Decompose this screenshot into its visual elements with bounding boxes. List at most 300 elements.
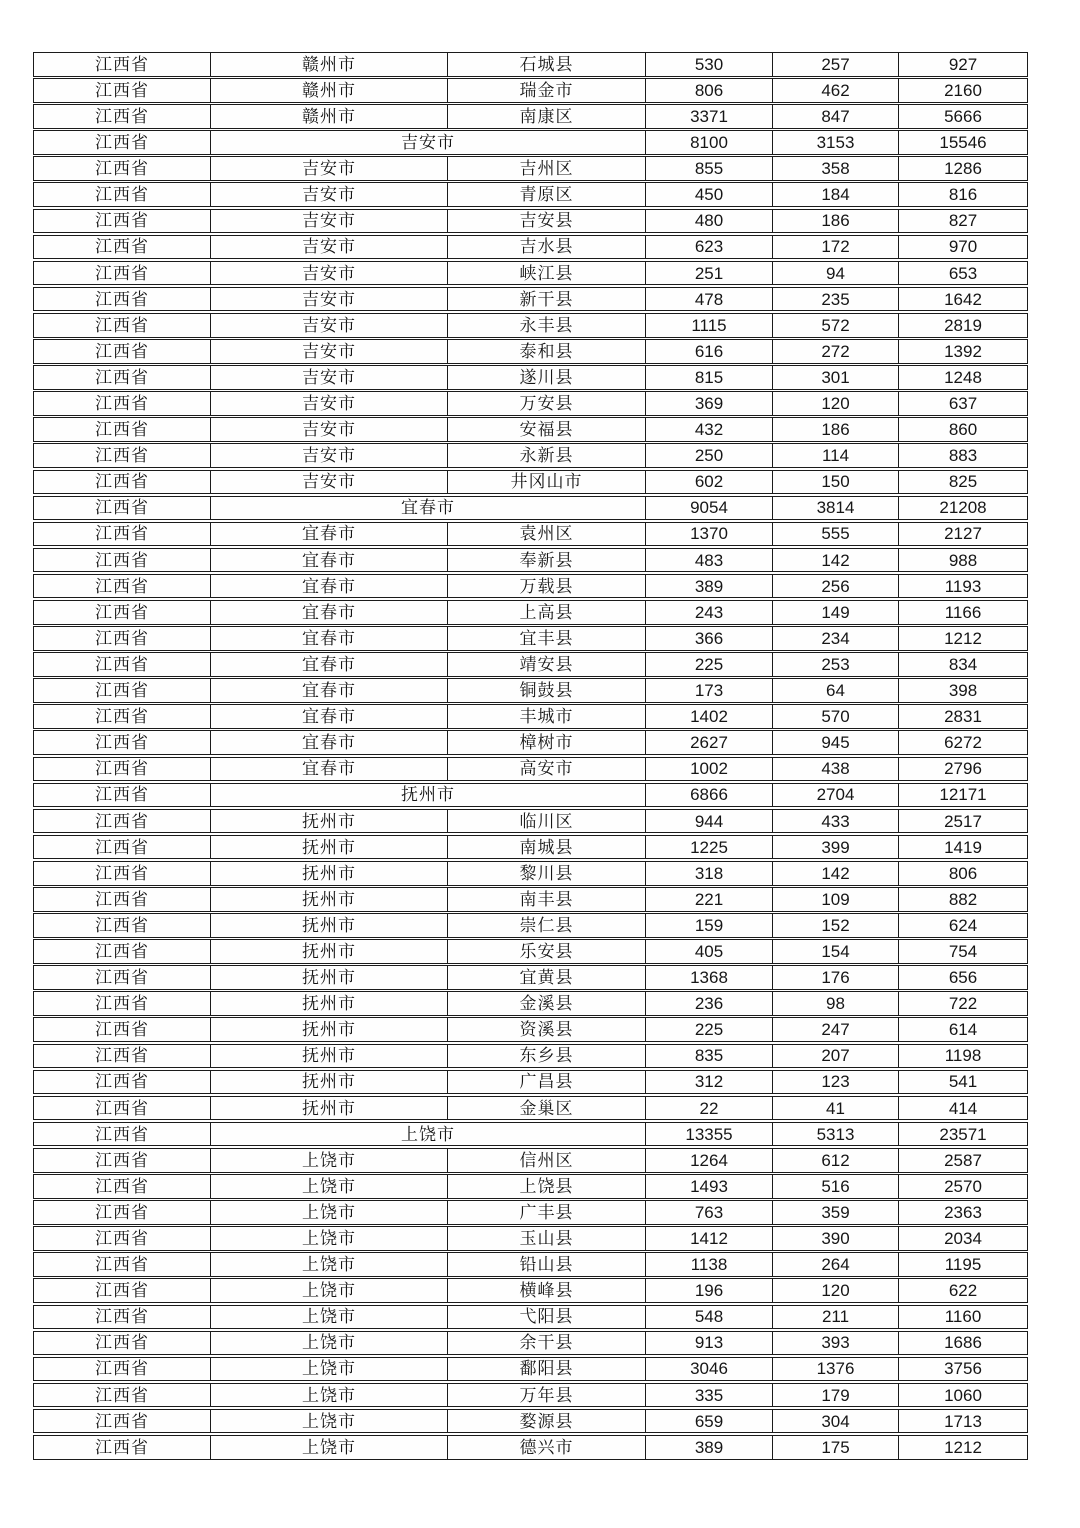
cell-province: 江西省 <box>34 105 211 128</box>
cell-city: 宜春市 <box>211 575 448 598</box>
cell-province: 江西省 <box>34 653 211 676</box>
cell-county: 信州区 <box>448 1149 646 1172</box>
cell-county: 樟树市 <box>448 731 646 754</box>
cell-value-2: 142 <box>773 862 899 885</box>
cell-province: 江西省 <box>34 183 211 206</box>
cell-province: 江西省 <box>34 914 211 937</box>
county-row <box>33 965 1028 990</box>
cell-county: 丰城市 <box>448 705 646 728</box>
cell-value-2: 3153 <box>773 131 899 154</box>
cell-city: 上饶市 <box>211 1279 448 1302</box>
cell-province: 江西省 <box>34 288 211 311</box>
county-row <box>33 287 1028 312</box>
cell-value-2: 152 <box>773 914 899 937</box>
cell-county: 金巢区 <box>448 1097 646 1120</box>
cell-county: 石城县 <box>448 53 646 76</box>
cell-city: 吉安市 <box>211 392 448 415</box>
cell-value-3: 23571 <box>939 1124 987 1144</box>
cell-city: 抚州市 <box>211 1045 448 1068</box>
cell-value-1: 3371 <box>646 105 773 128</box>
cell-value-3: 1060 <box>944 1385 982 1405</box>
cell-city: 宜春市 <box>211 653 448 676</box>
cell-city: 宜春市 <box>211 705 448 728</box>
cell-province: 江西省 <box>34 731 211 754</box>
county-row <box>33 209 1028 234</box>
cell-county: 峡江县 <box>448 262 646 285</box>
cell-county: 永丰县 <box>448 314 646 337</box>
cell-value-2: 176 <box>773 966 899 989</box>
cell-value-2: 175 <box>773 1436 899 1459</box>
cell-value-3: 988 <box>948 550 978 570</box>
cell-value-1: 173 <box>646 679 773 702</box>
cell-value-1: 1002 <box>646 758 773 781</box>
cell-province: 江西省 <box>34 444 211 467</box>
cell-value-1: 480 <box>646 210 773 233</box>
cell-value-2: 393 <box>773 1332 899 1355</box>
cell-city: 吉安市 <box>211 444 448 467</box>
cell-county: 新干县 <box>448 288 646 311</box>
cell-province: 江西省 <box>34 679 211 702</box>
cell-value-3: 1286 <box>944 159 982 179</box>
county-row <box>33 1357 1028 1382</box>
cell-value-2: 98 <box>773 992 899 1015</box>
cell-value-2: 572 <box>773 314 899 337</box>
cell-county: 东乡县 <box>448 1045 646 1068</box>
city-subtotal-row <box>33 130 1028 155</box>
cell-value-1: 623 <box>646 236 773 259</box>
cell-value-3: 825 <box>948 472 978 492</box>
cell-value-3: 21208 <box>939 498 987 518</box>
cell-county: 吉安县 <box>448 210 646 233</box>
cell-value-1: 602 <box>646 471 773 494</box>
cell-value-3: 722 <box>948 994 978 1014</box>
cell-province: 江西省 <box>34 53 211 76</box>
county-row <box>33 626 1028 651</box>
cell-value-2: 109 <box>773 888 899 911</box>
cell-value-2: 516 <box>773 1175 899 1198</box>
cell-value-1: 236 <box>646 992 773 1015</box>
cell-province: 江西省 <box>34 1332 211 1355</box>
county-row <box>33 548 1028 573</box>
cell-city: 抚州市 <box>211 1071 448 1094</box>
cell-province: 江西省 <box>34 1149 211 1172</box>
cell-city: 吉安市 <box>211 236 448 259</box>
cell-value-2: 1376 <box>773 1358 899 1381</box>
cell-value-2: 570 <box>773 705 899 728</box>
cell-value-3: 656 <box>948 968 978 988</box>
county-row <box>33 861 1028 886</box>
cell-city: 赣州市 <box>211 79 448 102</box>
cell-province: 江西省 <box>34 862 211 885</box>
cell-city: 宜春市 <box>211 731 448 754</box>
cell-value-2: 142 <box>773 549 899 572</box>
county-row <box>33 522 1028 547</box>
cell-value-3: 1198 <box>944 1046 982 1066</box>
cell-city: 上饶市 <box>211 1149 448 1172</box>
cell-province: 江西省 <box>34 601 211 624</box>
county-row <box>33 313 1028 338</box>
cell-city-merged: 吉安市 <box>211 131 646 154</box>
cell-value-2: 945 <box>773 731 899 754</box>
cell-value-2: 399 <box>773 836 899 859</box>
cell-value-1: 312 <box>646 1071 773 1094</box>
cell-value-1: 1225 <box>646 836 773 859</box>
cell-value-3: 1212 <box>944 628 982 648</box>
cell-value-2: 612 <box>773 1149 899 1172</box>
cell-value-3: 883 <box>948 446 978 466</box>
cell-county: 广丰县 <box>448 1201 646 1224</box>
cell-value-1: 835 <box>646 1045 773 1068</box>
county-row <box>33 1044 1028 1069</box>
cell-value-3: 2127 <box>944 524 982 544</box>
county-row <box>33 1383 1028 1408</box>
cell-province: 江西省 <box>34 1436 211 1459</box>
cell-value-2: 462 <box>773 79 899 102</box>
cell-value-3: 2517 <box>944 811 982 831</box>
county-row <box>33 391 1028 416</box>
cell-city: 吉安市 <box>211 210 448 233</box>
cell-county: 宜丰县 <box>448 627 646 650</box>
cell-province: 江西省 <box>34 392 211 415</box>
cell-city: 赣州市 <box>211 105 448 128</box>
cell-city: 宜春市 <box>211 758 448 781</box>
cell-county: 遂川县 <box>448 366 646 389</box>
cell-city: 抚州市 <box>211 966 448 989</box>
cell-value-2: 186 <box>773 418 899 441</box>
cell-value-1: 450 <box>646 183 773 206</box>
cell-value-3: 2363 <box>944 1202 982 1222</box>
cell-value-1: 405 <box>646 940 773 963</box>
cell-value-2: 438 <box>773 758 899 781</box>
cell-city: 上饶市 <box>211 1306 448 1329</box>
cell-value-1: 335 <box>646 1384 773 1407</box>
cell-value-1: 659 <box>646 1410 773 1433</box>
cell-value-2: 172 <box>773 236 899 259</box>
cell-value-2: 235 <box>773 288 899 311</box>
cell-county: 青原区 <box>448 183 646 206</box>
cell-value-3: 398 <box>948 681 978 701</box>
cell-value-2: 358 <box>773 157 899 180</box>
cell-province: 江西省 <box>34 1175 211 1198</box>
cell-value-2: 359 <box>773 1201 899 1224</box>
cell-city: 上饶市 <box>211 1332 448 1355</box>
cell-value-1: 159 <box>646 914 773 937</box>
cell-value-2: 149 <box>773 601 899 624</box>
cell-city: 宜春市 <box>211 523 448 546</box>
cell-province: 江西省 <box>34 888 211 911</box>
cell-city: 吉安市 <box>211 157 448 180</box>
cell-value-3: 653 <box>948 263 978 283</box>
cell-value-1: 389 <box>646 1436 773 1459</box>
cell-province: 江西省 <box>34 1018 211 1041</box>
cell-value-1: 1402 <box>646 705 773 728</box>
cell-value-3: 816 <box>948 185 978 205</box>
cell-value-3: 927 <box>948 54 978 74</box>
cell-value-2: 272 <box>773 340 899 363</box>
county-row <box>33 1148 1028 1173</box>
cell-value-3: 1248 <box>944 367 982 387</box>
county-row <box>33 52 1028 77</box>
cell-value-2: 179 <box>773 1384 899 1407</box>
cell-value-3: 2570 <box>944 1176 982 1196</box>
cell-city: 赣州市 <box>211 53 448 76</box>
cell-value-1: 196 <box>646 1279 773 1302</box>
cell-value-1: 1264 <box>646 1149 773 1172</box>
cell-county: 万载县 <box>448 575 646 598</box>
county-row <box>33 1017 1028 1042</box>
cell-value-2: 154 <box>773 940 899 963</box>
cell-value-2: 301 <box>773 366 899 389</box>
cell-value-2: 2704 <box>773 784 899 807</box>
cell-city: 吉安市 <box>211 262 448 285</box>
cell-province: 江西省 <box>34 1279 211 1302</box>
province-city-county-statistics-table <box>33 52 1028 1461</box>
cell-county: 鄱阳县 <box>448 1358 646 1381</box>
county-row <box>33 887 1028 912</box>
county-row <box>33 261 1028 286</box>
cell-city: 上饶市 <box>211 1436 448 1459</box>
cell-value-2: 150 <box>773 471 899 494</box>
cell-city: 宜春市 <box>211 549 448 572</box>
county-row <box>33 1278 1028 1303</box>
cell-value-3: 2819 <box>944 315 982 335</box>
cell-value-3: 1642 <box>944 289 982 309</box>
cell-value-1: 250 <box>646 444 773 467</box>
cell-value-3: 2831 <box>944 707 982 727</box>
county-row <box>33 704 1028 729</box>
county-row <box>33 1331 1028 1356</box>
cell-value-2: 207 <box>773 1045 899 1068</box>
county-row <box>33 730 1028 755</box>
cell-province: 江西省 <box>34 366 211 389</box>
cell-city: 抚州市 <box>211 888 448 911</box>
county-row <box>33 991 1028 1016</box>
cell-county: 铅山县 <box>448 1253 646 1276</box>
cell-city: 上饶市 <box>211 1410 448 1433</box>
cell-city: 吉安市 <box>211 288 448 311</box>
cell-value-2: 186 <box>773 210 899 233</box>
cell-value-1: 3046 <box>646 1358 773 1381</box>
cell-value-3: 882 <box>948 889 978 909</box>
cell-value-3: 2034 <box>944 1229 982 1249</box>
cell-province: 江西省 <box>34 940 211 963</box>
cell-value-2: 304 <box>773 1410 899 1433</box>
cell-value-1: 548 <box>646 1306 773 1329</box>
cell-value-1: 22 <box>646 1097 773 1120</box>
cell-province: 江西省 <box>34 705 211 728</box>
cell-value-2: 234 <box>773 627 899 650</box>
cell-value-3: 860 <box>948 420 978 440</box>
county-row <box>33 757 1028 782</box>
cell-province: 江西省 <box>34 471 211 494</box>
cell-city: 上饶市 <box>211 1253 448 1276</box>
cell-county: 南城县 <box>448 836 646 859</box>
cell-value-1: 763 <box>646 1201 773 1224</box>
cell-value-1: 944 <box>646 810 773 833</box>
county-row <box>33 182 1028 207</box>
cell-value-3: 1686 <box>944 1333 982 1353</box>
cell-value-3: 3756 <box>944 1359 982 1379</box>
cell-city: 宜春市 <box>211 601 448 624</box>
cell-value-2: 120 <box>773 1279 899 1302</box>
cell-county: 上饶县 <box>448 1175 646 1198</box>
cell-county: 金溪县 <box>448 992 646 1015</box>
cell-province: 江西省 <box>34 210 211 233</box>
county-row <box>33 156 1028 181</box>
cell-value-3: 624 <box>948 915 978 935</box>
city-subtotal-row <box>33 783 1028 808</box>
cell-value-1: 369 <box>646 392 773 415</box>
cell-value-3: 1160 <box>944 1307 982 1327</box>
cell-value-3: 12171 <box>939 785 987 805</box>
cell-county: 婺源县 <box>448 1410 646 1433</box>
cell-province: 江西省 <box>34 1410 211 1433</box>
cell-county: 乐安县 <box>448 940 646 963</box>
cell-city: 宜春市 <box>211 679 448 702</box>
cell-city-merged: 上饶市 <box>211 1123 646 1146</box>
cell-province: 江西省 <box>34 523 211 546</box>
cell-province: 江西省 <box>34 340 211 363</box>
cell-county: 上高县 <box>448 601 646 624</box>
cell-province: 江西省 <box>34 1123 211 1146</box>
county-row <box>33 1435 1028 1460</box>
cell-city: 吉安市 <box>211 366 448 389</box>
cell-value-1: 1115 <box>646 314 773 337</box>
cell-province: 江西省 <box>34 1071 211 1094</box>
cell-value-1: 13355 <box>646 1123 773 1146</box>
county-row <box>33 600 1028 625</box>
cell-value-3: 1713 <box>944 1411 982 1431</box>
cell-province: 江西省 <box>34 992 211 1015</box>
cell-province: 江西省 <box>34 1358 211 1381</box>
cell-value-3: 1392 <box>944 341 982 361</box>
cell-province: 江西省 <box>34 497 211 520</box>
county-row <box>33 78 1028 103</box>
cell-value-3: 614 <box>948 1020 978 1040</box>
cell-city: 抚州市 <box>211 914 448 937</box>
cell-county: 吉州区 <box>448 157 646 180</box>
cell-county: 玉山县 <box>448 1227 646 1250</box>
cell-province: 江西省 <box>34 575 211 598</box>
cell-province: 江西省 <box>34 1045 211 1068</box>
cell-province: 江西省 <box>34 236 211 259</box>
county-row <box>33 652 1028 677</box>
cell-value-1: 366 <box>646 627 773 650</box>
cell-province: 江西省 <box>34 1306 211 1329</box>
cell-value-2: 257 <box>773 53 899 76</box>
county-row <box>33 1096 1028 1121</box>
cell-value-1: 1138 <box>646 1253 773 1276</box>
cell-value-3: 2160 <box>944 80 982 100</box>
cell-province: 江西省 <box>34 1097 211 1120</box>
cell-city: 上饶市 <box>211 1384 448 1407</box>
cell-city: 吉安市 <box>211 471 448 494</box>
cell-county: 瑞金市 <box>448 79 646 102</box>
cell-county: 奉新县 <box>448 549 646 572</box>
cell-value-3: 622 <box>948 1281 978 1301</box>
cell-value-1: 243 <box>646 601 773 624</box>
county-row <box>33 913 1028 938</box>
cell-value-1: 1493 <box>646 1175 773 1198</box>
cell-county: 泰和县 <box>448 340 646 363</box>
cell-province: 江西省 <box>34 1253 211 1276</box>
cell-value-3: 2587 <box>944 1150 982 1170</box>
cell-city: 吉安市 <box>211 418 448 441</box>
cell-province: 江西省 <box>34 314 211 337</box>
cell-value-3: 1195 <box>944 1255 982 1275</box>
cell-value-1: 6866 <box>646 784 773 807</box>
cell-value-3: 806 <box>948 863 978 883</box>
cell-province: 江西省 <box>34 758 211 781</box>
cell-city: 抚州市 <box>211 1097 448 1120</box>
cell-city: 吉安市 <box>211 314 448 337</box>
cell-province: 江西省 <box>34 784 211 807</box>
cell-county: 宜黄县 <box>448 966 646 989</box>
cell-value-3: 1419 <box>944 837 982 857</box>
cell-city: 抚州市 <box>211 862 448 885</box>
cell-province: 江西省 <box>34 1227 211 1250</box>
city-subtotal-row <box>33 496 1028 521</box>
cell-county: 弋阳县 <box>448 1306 646 1329</box>
cell-value-3: 827 <box>948 211 978 231</box>
cell-value-1: 530 <box>646 53 773 76</box>
cell-city: 抚州市 <box>211 1018 448 1041</box>
county-row <box>33 1305 1028 1330</box>
cell-city: 吉安市 <box>211 183 448 206</box>
cell-value-2: 114 <box>773 444 899 467</box>
cell-value-2: 120 <box>773 392 899 415</box>
cell-province: 江西省 <box>34 1201 211 1224</box>
cell-value-3: 754 <box>948 941 978 961</box>
cell-value-1: 2627 <box>646 731 773 754</box>
city-subtotal-row <box>33 1122 1028 1147</box>
cell-value-1: 483 <box>646 549 773 572</box>
county-row <box>33 678 1028 703</box>
cell-city: 上饶市 <box>211 1175 448 1198</box>
cell-value-2: 94 <box>773 262 899 285</box>
cell-value-3: 1193 <box>944 576 982 596</box>
cell-city: 上饶市 <box>211 1201 448 1224</box>
cell-city-merged: 抚州市 <box>211 784 646 807</box>
cell-province: 江西省 <box>34 79 211 102</box>
cell-value-2: 390 <box>773 1227 899 1250</box>
cell-county: 崇仁县 <box>448 914 646 937</box>
cell-county: 永新县 <box>448 444 646 467</box>
cell-value-3: 5666 <box>944 106 982 126</box>
county-row <box>33 835 1028 860</box>
cell-value-1: 616 <box>646 340 773 363</box>
cell-county: 吉水县 <box>448 236 646 259</box>
cell-city-merged: 宜春市 <box>211 497 646 520</box>
cell-value-3: 1166 <box>944 602 982 622</box>
cell-value-1: 913 <box>646 1332 773 1355</box>
cell-county: 万年县 <box>448 1384 646 1407</box>
cell-value-1: 251 <box>646 262 773 285</box>
cell-city: 上饶市 <box>211 1358 448 1381</box>
cell-value-2: 64 <box>773 679 899 702</box>
cell-city: 抚州市 <box>211 810 448 833</box>
cell-county: 万安县 <box>448 392 646 415</box>
cell-value-1: 221 <box>646 888 773 911</box>
cell-value-1: 432 <box>646 418 773 441</box>
cell-province: 江西省 <box>34 1384 211 1407</box>
cell-value-3: 637 <box>948 394 978 414</box>
cell-city: 抚州市 <box>211 940 448 963</box>
cell-county: 临川区 <box>448 810 646 833</box>
county-row <box>33 1226 1028 1251</box>
cell-county: 横峰县 <box>448 1279 646 1302</box>
cell-county: 高安市 <box>448 758 646 781</box>
